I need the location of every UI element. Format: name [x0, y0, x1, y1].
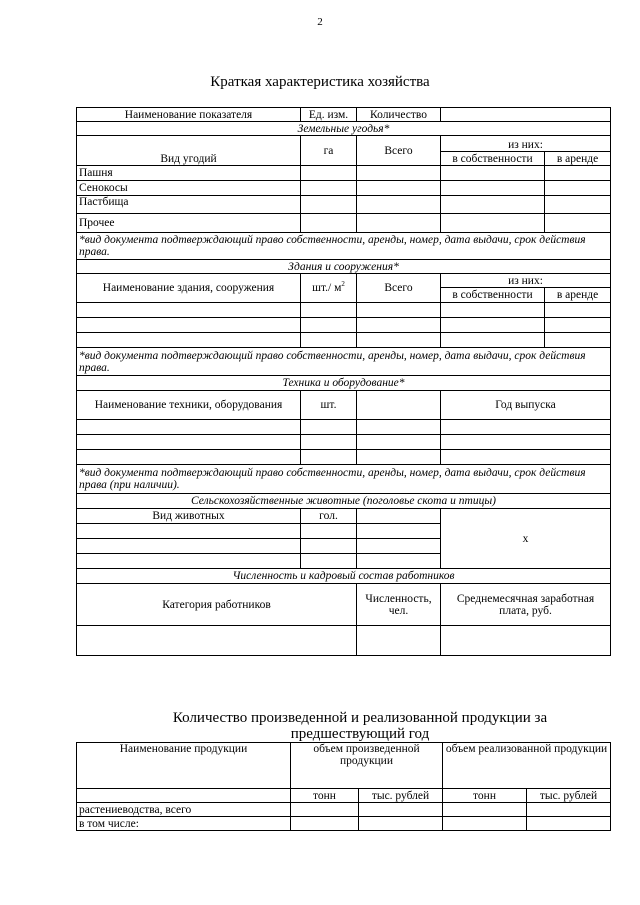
- land-unit: га: [301, 136, 357, 166]
- input-cell[interactable]: [357, 450, 441, 465]
- sold-tons-label: тонн: [443, 789, 527, 803]
- buildings-leased-label: в аренде: [545, 288, 611, 303]
- input-cell[interactable]: [357, 181, 441, 196]
- land-owned-label: в собственности: [441, 152, 545, 166]
- produced-volume-label: объем произведенной продукции: [291, 743, 443, 789]
- input-cell[interactable]: [301, 303, 357, 318]
- input-cell[interactable]: [77, 318, 301, 333]
- input-cell[interactable]: [443, 803, 527, 817]
- input-cell[interactable]: [77, 420, 301, 435]
- input-cell[interactable]: [301, 214, 357, 233]
- header-unit: Ед. изм.: [301, 108, 357, 122]
- land-leased-label: в аренде: [545, 152, 611, 166]
- input-cell[interactable]: [77, 524, 301, 539]
- input-cell[interactable]: [77, 554, 301, 569]
- input-cell[interactable]: [527, 817, 611, 831]
- production-row-label: в том числе:: [77, 817, 291, 831]
- production-row: [77, 803, 611, 817]
- buildings-unit: шт./ $м^2$: [301, 274, 357, 303]
- input-cell[interactable]: [441, 333, 545, 348]
- input-cell[interactable]: [357, 539, 441, 554]
- animals-type-label: Вид животных: [77, 509, 301, 524]
- input-cell[interactable]: [545, 318, 611, 333]
- product-name-label: Наименование продукции: [77, 743, 291, 789]
- equipment-row: [77, 420, 611, 435]
- staff-salary-label: Среднемесячная заработная плата, руб.: [441, 584, 611, 626]
- animals-unit: гол.: [301, 509, 357, 524]
- buildings-of-which-label: из них:: [441, 274, 611, 288]
- header-empty-cell[interactable]: [441, 108, 611, 122]
- production-table: [76, 742, 611, 831]
- input-cell[interactable]: [291, 803, 359, 817]
- input-cell[interactable]: [441, 626, 611, 656]
- input-cell[interactable]: [291, 817, 359, 831]
- input-cell[interactable]: [443, 817, 527, 831]
- input-cell[interactable]: [301, 166, 357, 181]
- input-cell[interactable]: [301, 435, 357, 450]
- land-type-label: Вид угодий: [77, 136, 301, 166]
- buildings-footnote: *вид документа подтверждающий право собственности, аренды, номер, дата выдачи, срок действия права.: [77, 348, 611, 376]
- input-cell[interactable]: [301, 333, 357, 348]
- staff-row: [77, 626, 611, 656]
- input-cell[interactable]: [357, 509, 441, 524]
- land-row-label: Пастбища: [77, 196, 301, 214]
- equipment-unit: шт.: [301, 391, 357, 420]
- input-cell[interactable]: [301, 181, 357, 196]
- produced-tons-label: тонн: [291, 789, 359, 803]
- input-cell[interactable]: [545, 333, 611, 348]
- sold-rub-label: тыс. рублей: [527, 789, 611, 803]
- production-row: [77, 817, 611, 831]
- land-row: [77, 181, 611, 196]
- buildings-name-label: Наименование здания, сооружения: [77, 274, 301, 303]
- land-row-label: Сенокосы: [77, 181, 301, 196]
- staff-count-label: Численность, чел.: [357, 584, 441, 626]
- input-cell[interactable]: [441, 214, 545, 233]
- staff-section-title: Численность и кадровый состав работников: [77, 569, 611, 584]
- input-cell[interactable]: [441, 166, 545, 181]
- input-cell[interactable]: [301, 318, 357, 333]
- sold-volume-label: объем реализованной продукции: [443, 743, 611, 789]
- input-cell[interactable]: [357, 166, 441, 181]
- production-row-label: растениеводства, всего: [77, 803, 291, 817]
- equipment-name-label: Наименование техники, оборудования: [77, 391, 301, 420]
- input-cell[interactable]: [441, 196, 545, 214]
- header-indicator-name: Наименование показателя: [77, 108, 301, 122]
- land-section-title: Земельные угодья*: [77, 122, 611, 136]
- land-row: [77, 196, 611, 214]
- animals-cross-mark: х: [441, 509, 611, 569]
- input-cell[interactable]: [441, 318, 545, 333]
- input-cell[interactable]: [77, 450, 301, 465]
- input-cell[interactable]: [77, 435, 301, 450]
- input-cell[interactable]: [441, 420, 611, 435]
- input-cell[interactable]: [77, 789, 291, 803]
- buildings-row: [77, 318, 611, 333]
- input-cell[interactable]: [441, 303, 545, 318]
- animals-section-title: Сельскохозяйственные животные (поголовье скота и птицы): [77, 494, 611, 509]
- input-cell[interactable]: [357, 196, 441, 214]
- equipment-year-label: Год выпуска: [441, 391, 611, 420]
- header-quantity: Количество: [357, 108, 441, 122]
- input-cell[interactable]: [545, 196, 611, 214]
- input-cell[interactable]: [77, 333, 301, 348]
- input-cell[interactable]: [301, 539, 357, 554]
- equipment-row: [77, 435, 611, 450]
- input-cell[interactable]: [545, 166, 611, 181]
- farm-summary-title: Краткая характеристика хозяйства: [210, 74, 430, 90]
- buildings-owned-label: в собственности: [441, 288, 545, 303]
- input-cell[interactable]: [357, 524, 441, 539]
- input-cell[interactable]: [359, 803, 443, 817]
- input-cell[interactable]: [357, 435, 441, 450]
- input-cell[interactable]: [357, 333, 441, 348]
- input-cell[interactable]: [77, 626, 357, 656]
- equipment-footnote: *вид документа подтверждающий право собственности, аренды, номер, дата выдачи, срок действия права (при наличии).: [77, 465, 611, 494]
- input-cell[interactable]: [301, 524, 357, 539]
- input-cell[interactable]: [527, 803, 611, 817]
- land-row-label: Пашня: [77, 166, 301, 181]
- buildings-row: [77, 303, 611, 318]
- input-cell[interactable]: [301, 554, 357, 569]
- input-cell[interactable]: [77, 539, 301, 554]
- input-cell[interactable]: [77, 303, 301, 318]
- input-cell[interactable]: [357, 420, 441, 435]
- land-row-label: Прочее: [77, 214, 301, 233]
- land-of-which-label: из них:: [441, 136, 611, 152]
- staff-category-label: Категория работников: [77, 584, 357, 626]
- input-cell[interactable]: [545, 181, 611, 196]
- land-row: [77, 214, 611, 233]
- buildings-unit-superscript: 2: [341, 280, 345, 289]
- input-cell[interactable]: [441, 181, 545, 196]
- input-cell[interactable]: [301, 196, 357, 214]
- farm-summary-table: [76, 107, 611, 656]
- buildings-row: [77, 333, 611, 348]
- land-footnote: *вид документа подтверждающий право собственности, аренды, номер, дата выдачи, срок действия права.: [77, 233, 611, 260]
- input-cell[interactable]: [357, 391, 441, 420]
- input-cell[interactable]: [357, 303, 441, 318]
- input-cell[interactable]: [441, 435, 611, 450]
- buildings-section-title: Здания и сооружения*: [77, 260, 611, 274]
- input-cell[interactable]: [357, 214, 441, 233]
- input-cell[interactable]: [545, 214, 611, 233]
- page-number: 2: [317, 16, 323, 28]
- equipment-row: [77, 450, 611, 465]
- input-cell[interactable]: [441, 450, 611, 465]
- land-total-label: Всего: [357, 136, 441, 166]
- input-cell[interactable]: [357, 626, 441, 656]
- buildings-total-label: Всего: [357, 274, 441, 303]
- production-title: Количество произведенной и реализованной продукции за предшествующий год: [172, 710, 548, 742]
- equipment-section-title: Техника и оборудование*: [77, 376, 611, 391]
- input-cell[interactable]: [357, 318, 441, 333]
- input-cell[interactable]: [301, 450, 357, 465]
- input-cell[interactable]: [301, 420, 357, 435]
- produced-rub-label: тыс. рублей: [359, 789, 443, 803]
- input-cell[interactable]: [357, 554, 441, 569]
- land-row: [77, 166, 611, 181]
- input-cell[interactable]: [359, 817, 443, 831]
- input-cell[interactable]: [545, 303, 611, 318]
